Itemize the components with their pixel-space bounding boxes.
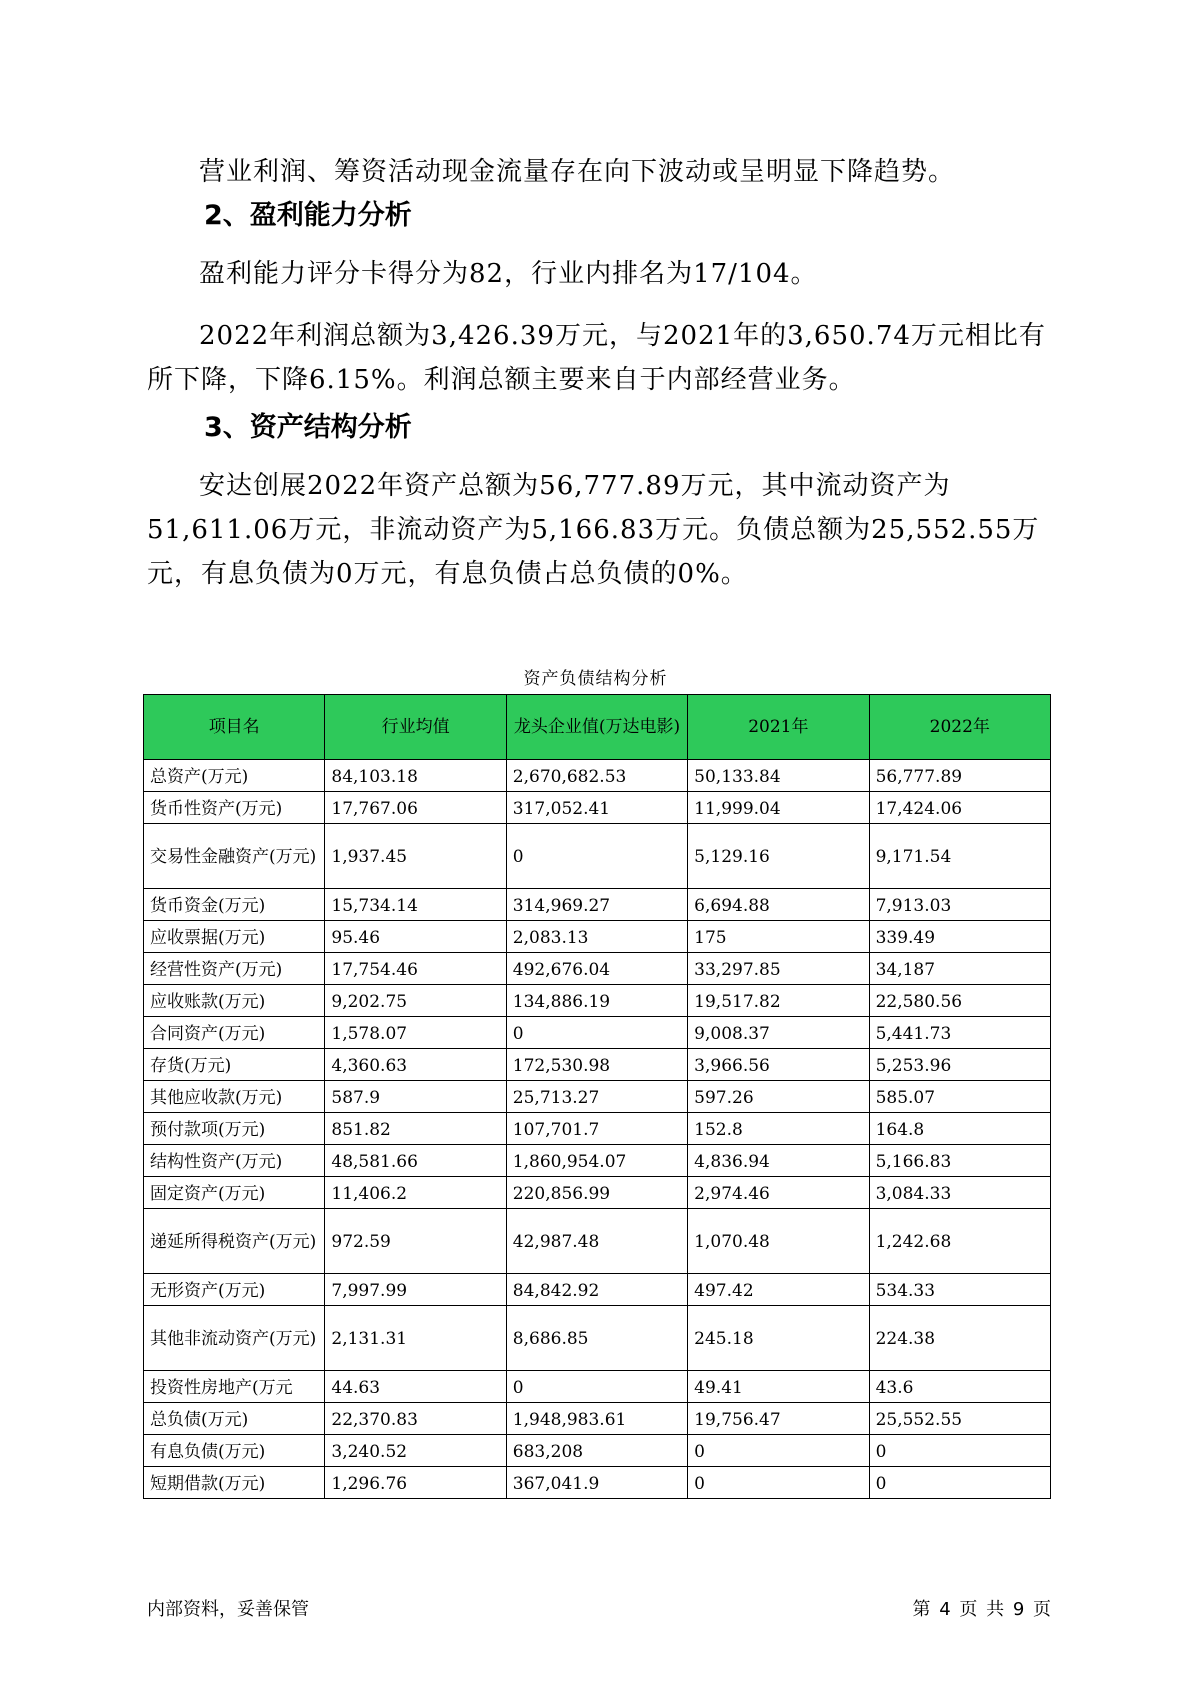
paragraph-profit-total: 2022年利润总额为3,426.39万元，与2021年的3,650.74万元相比有所下降，下降6.15%。利润总额主要来自于内部经营业务。 (147, 321, 1046, 395)
table-cell: 25,713.27 (506, 1081, 687, 1113)
table-cell: 17,424.06 (869, 792, 1050, 824)
table-row (144, 1177, 1051, 1209)
table-cell: 17,767.06 (325, 792, 506, 824)
column-header-leader: 龙头企业值(万达电影) (506, 695, 687, 760)
table-cell: 56,777.89 (869, 760, 1050, 792)
table-cell: 314,969.27 (506, 889, 687, 921)
table-cell: 492,676.04 (506, 953, 687, 985)
table-cell: 9,171.54 (869, 824, 1050, 889)
row-label-cell: 交易性金融资产(万元) (144, 824, 325, 889)
row-label-cell: 递延所得税资产(万元) (144, 1209, 325, 1274)
paragraph-profit-score: 盈利能力评分卡得分为82，行业内排名为17/104。 (199, 259, 818, 289)
table-cell: 8,686.85 (506, 1306, 687, 1371)
row-label-cell: 货币性资产(万元) (144, 792, 325, 824)
table-cell: 0 (506, 1017, 687, 1049)
column-header-2022: 2022年 (869, 695, 1050, 760)
row-label-cell: 预付款项(万元) (144, 1113, 325, 1145)
table-cell: 1,948,983.61 (506, 1403, 687, 1435)
row-label-cell: 投资性房地产(万元 (144, 1371, 325, 1403)
table-cell: 11,406.2 (325, 1177, 506, 1209)
row-label-cell: 经营性资产(万元) (144, 953, 325, 985)
row-label-cell: 总资产(万元) (144, 760, 325, 792)
table-row (144, 889, 1051, 921)
table-cell: 0 (869, 1435, 1050, 1467)
footer-confidential-note: 内部资料，妥善保管 (147, 1599, 309, 1620)
table-header-row (144, 695, 1051, 760)
table-cell: 585.07 (869, 1081, 1050, 1113)
row-label-cell: 货币资金(万元) (144, 889, 325, 921)
table-cell: 245.18 (688, 1306, 869, 1371)
table-cell: 152.8 (688, 1113, 869, 1145)
row-label-cell: 有息负债(万元) (144, 1435, 325, 1467)
table-cell: 50,133.84 (688, 760, 869, 792)
table-cell: 3,084.33 (869, 1177, 1050, 1209)
table-row (144, 1209, 1051, 1274)
table-cell: 19,517.82 (688, 985, 869, 1017)
table-cell: 5,166.83 (869, 1145, 1050, 1177)
table-cell: 317,052.41 (506, 792, 687, 824)
asset-liability-table (143, 694, 1051, 1499)
table-row (144, 1371, 1051, 1403)
row-label-cell: 其他非流动资产(万元) (144, 1306, 325, 1371)
table-cell: 2,974.46 (688, 1177, 869, 1209)
table-row (144, 1017, 1051, 1049)
footer-page-number: 第 4 页 共 9 页 (912, 1599, 1051, 1620)
table-row (144, 792, 1051, 824)
table-cell: 224.38 (869, 1306, 1050, 1371)
table-row (144, 1467, 1051, 1499)
table-cell: 3,240.52 (325, 1435, 506, 1467)
table-cell: 84,103.18 (325, 760, 506, 792)
table-cell: 851.82 (325, 1113, 506, 1145)
row-label-cell: 短期借款(万元) (144, 1467, 325, 1499)
section-heading-asset-structure: 3、资产结构分析 (204, 412, 412, 443)
table-cell: 972.59 (325, 1209, 506, 1274)
table-cell: 44.63 (325, 1371, 506, 1403)
table-row (144, 985, 1051, 1017)
table-cell: 534.33 (869, 1274, 1050, 1306)
table-cell: 2,670,682.53 (506, 760, 687, 792)
row-label-cell: 总负债(万元) (144, 1403, 325, 1435)
row-label-cell: 应收票据(万元) (144, 921, 325, 953)
table-row (144, 1081, 1051, 1113)
table-cell: 2,083.13 (506, 921, 687, 953)
table-cell: 17,754.46 (325, 953, 506, 985)
table-cell: 15,734.14 (325, 889, 506, 921)
paragraph-asset-summary: 安达创展2022年资产总额为56,777.89万元，其中流动资产为51,611.06万元，非流动资产为5,166.83万元。负债总额为25,552.55万元，有息负债为0万元，有息负债占总负债的0%。 (147, 471, 1040, 589)
table-cell: 339.49 (869, 921, 1050, 953)
table-cell: 1,860,954.07 (506, 1145, 687, 1177)
table-row (144, 1435, 1051, 1467)
table-cell: 5,129.16 (688, 824, 869, 889)
table-cell: 172,530.98 (506, 1049, 687, 1081)
table-cell: 0 (506, 824, 687, 889)
table-row (144, 921, 1051, 953)
table-cell: 9,202.75 (325, 985, 506, 1017)
table-cell: 4,836.94 (688, 1145, 869, 1177)
table-row (144, 1274, 1051, 1306)
column-header-2021: 2021年 (688, 695, 869, 760)
table-cell: 367,041.9 (506, 1467, 687, 1499)
paragraph-intro: 营业利润、筹资活动现金流量存在向下波动或呈明显下降趋势。 (199, 157, 956, 187)
table-cell: 3,966.56 (688, 1049, 869, 1081)
table-cell: 597.26 (688, 1081, 869, 1113)
table-cell: 164.8 (869, 1113, 1050, 1145)
row-label-cell: 应收账款(万元) (144, 985, 325, 1017)
table-cell: 6,694.88 (688, 889, 869, 921)
table-row (144, 1306, 1051, 1371)
row-label-cell: 存货(万元) (144, 1049, 325, 1081)
row-label-cell: 无形资产(万元) (144, 1274, 325, 1306)
table-row (144, 1113, 1051, 1145)
table-cell: 11,999.04 (688, 792, 869, 824)
table-cell: 7,913.03 (869, 889, 1050, 921)
row-label-cell: 其他应收款(万元) (144, 1081, 325, 1113)
table-row (144, 1049, 1051, 1081)
table-row (144, 1403, 1051, 1435)
table-cell: 84,842.92 (506, 1274, 687, 1306)
table-cell: 5,253.96 (869, 1049, 1050, 1081)
table-cell: 19,756.47 (688, 1403, 869, 1435)
table-cell: 1,937.45 (325, 824, 506, 889)
table-cell: 48,581.66 (325, 1145, 506, 1177)
table-cell: 34,187 (869, 953, 1050, 985)
table-row (144, 760, 1051, 792)
column-header-item: 项目名 (144, 695, 325, 760)
table-cell: 33,297.85 (688, 953, 869, 985)
table-row (144, 824, 1051, 889)
table-row (144, 953, 1051, 985)
row-label-cell: 结构性资产(万元) (144, 1145, 325, 1177)
table-body (144, 760, 1051, 1499)
table-cell: 107,701.7 (506, 1113, 687, 1145)
table-cell: 1,070.48 (688, 1209, 869, 1274)
table-cell: 0 (688, 1435, 869, 1467)
table-cell: 683,208 (506, 1435, 687, 1467)
table-cell: 220,856.99 (506, 1177, 687, 1209)
table-cell: 95.46 (325, 921, 506, 953)
table-cell: 4,360.63 (325, 1049, 506, 1081)
table-cell: 1,296.76 (325, 1467, 506, 1499)
table-cell: 134,886.19 (506, 985, 687, 1017)
table-cell: 9,008.37 (688, 1017, 869, 1049)
table-cell: 7,997.99 (325, 1274, 506, 1306)
table-cell: 2,131.31 (325, 1306, 506, 1371)
table-cell: 25,552.55 (869, 1403, 1050, 1435)
table-cell: 587.9 (325, 1081, 506, 1113)
table-cell: 1,578.07 (325, 1017, 506, 1049)
table-cell: 0 (506, 1371, 687, 1403)
table-cell: 22,370.83 (325, 1403, 506, 1435)
table-cell: 22,580.56 (869, 985, 1050, 1017)
table-cell: 0 (869, 1467, 1050, 1499)
table-cell: 43.6 (869, 1371, 1050, 1403)
table-row (144, 1145, 1051, 1177)
column-header-industry-average: 行业均值 (325, 695, 506, 760)
table-cell: 5,441.73 (869, 1017, 1050, 1049)
table-cell: 49.41 (688, 1371, 869, 1403)
table-caption: 资产负债结构分析 (523, 669, 668, 689)
table-cell: 175 (688, 921, 869, 953)
table-cell: 497.42 (688, 1274, 869, 1306)
table-cell: 42,987.48 (506, 1209, 687, 1274)
row-label-cell: 固定资产(万元) (144, 1177, 325, 1209)
table-cell: 1,242.68 (869, 1209, 1050, 1274)
section-heading-profitability: 2、盈利能力分析 (204, 200, 412, 231)
row-label-cell: 合同资产(万元) (144, 1017, 325, 1049)
table-cell: 0 (688, 1467, 869, 1499)
